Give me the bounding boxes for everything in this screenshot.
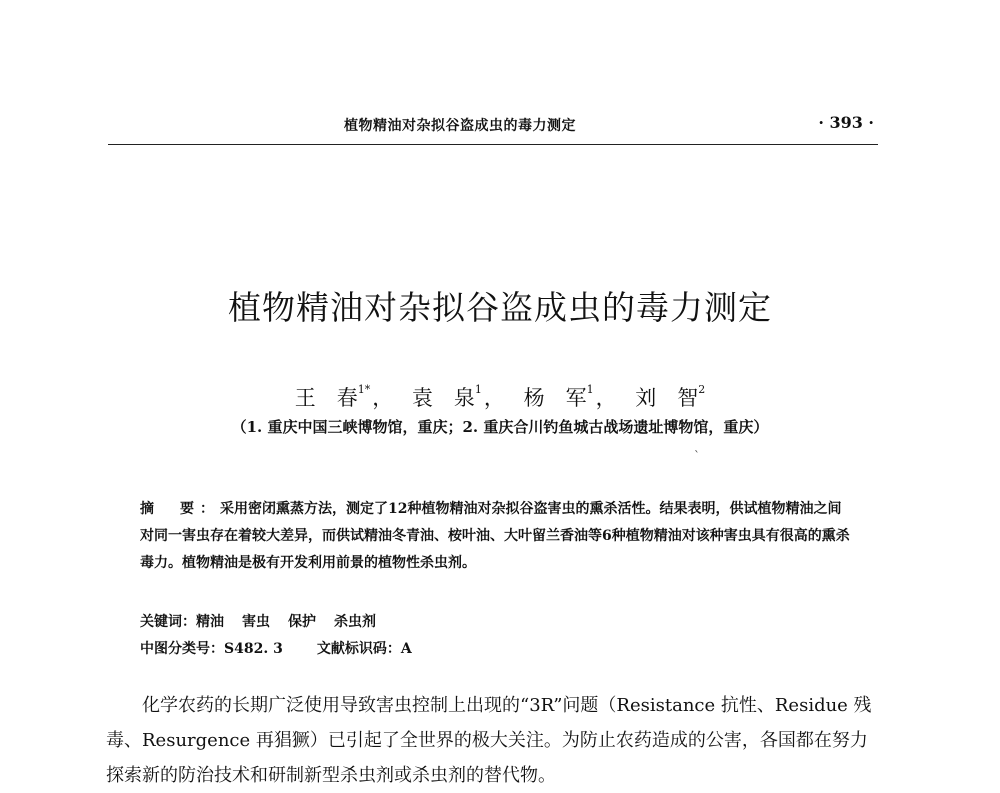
running-title: 植物精油对杂拟谷盗成虫的毒力测定 — [344, 118, 576, 134]
keywords-line — [140, 611, 394, 631]
doc-code-value: A — [400, 641, 412, 657]
keyword: 保护 — [288, 614, 316, 630]
keyword: 杀虫剂 — [334, 614, 376, 630]
affiliations: （1. 重庆中国三峡博物馆，重庆；2. 重庆合川钓鱼城古战场遗址博物馆，重庆） — [231, 418, 769, 436]
clc-label: 中图分类号： — [140, 641, 224, 657]
clc-value: S482. 3 — [224, 641, 283, 657]
author: 杨 军$^1$ — [523, 383, 594, 410]
classification-line — [140, 638, 412, 658]
author: 袁 泉$^1$ — [411, 383, 482, 410]
article-title: 植物精油对杂拟谷盗成虫的毒力测定 — [228, 288, 772, 327]
scan-speck: ˋ — [694, 449, 700, 463]
body-paragraph: 化学农药的长期广泛使用导致害虫控制上出现的“3R”问题（Resistance 抗性、Residue 残毒、Resurgence 再猖獗）已引起了全世界的极大关注。为防止农药造成的公害，各国都在努力探索新的防治技术和研制新型杀虫剂或杀虫剂的替代物。 — [106, 695, 872, 786]
page-number: · 393 · — [818, 113, 874, 132]
abstract-text: 采用密闭熏蒸方法，测定了12种植物精油对杂拟谷盗害虫的熏杀活性。结果表明，供试植物精油之间对同一害虫存在着较大差异，而供试精油冬青油、桉叶油、大叶留兰香油等6种植物精油对该种害虫具有很高的熏杀毒力。植物精油是极有开发利用前景的植物性杀虫剂。 — [140, 501, 850, 571]
keyword: 精油 — [196, 614, 224, 630]
keywords-label: 关键词： — [140, 614, 196, 630]
author: 刘 智$^2$ — [635, 383, 706, 410]
doc-code-label: 文献标识码： — [316, 641, 401, 657]
running-header — [108, 113, 878, 137]
abstract — [140, 496, 852, 577]
header-rule — [108, 144, 878, 145]
author-list: 王 春$^{1*}$， 袁 泉$^1$， 杨 军$^1$， 刘 智$^2$ — [294, 383, 706, 410]
author: 王 春$^{1*}$ — [294, 383, 371, 410]
keyword: 害虫 — [242, 614, 270, 630]
abstract-label: 摘 要： — [140, 501, 220, 517]
